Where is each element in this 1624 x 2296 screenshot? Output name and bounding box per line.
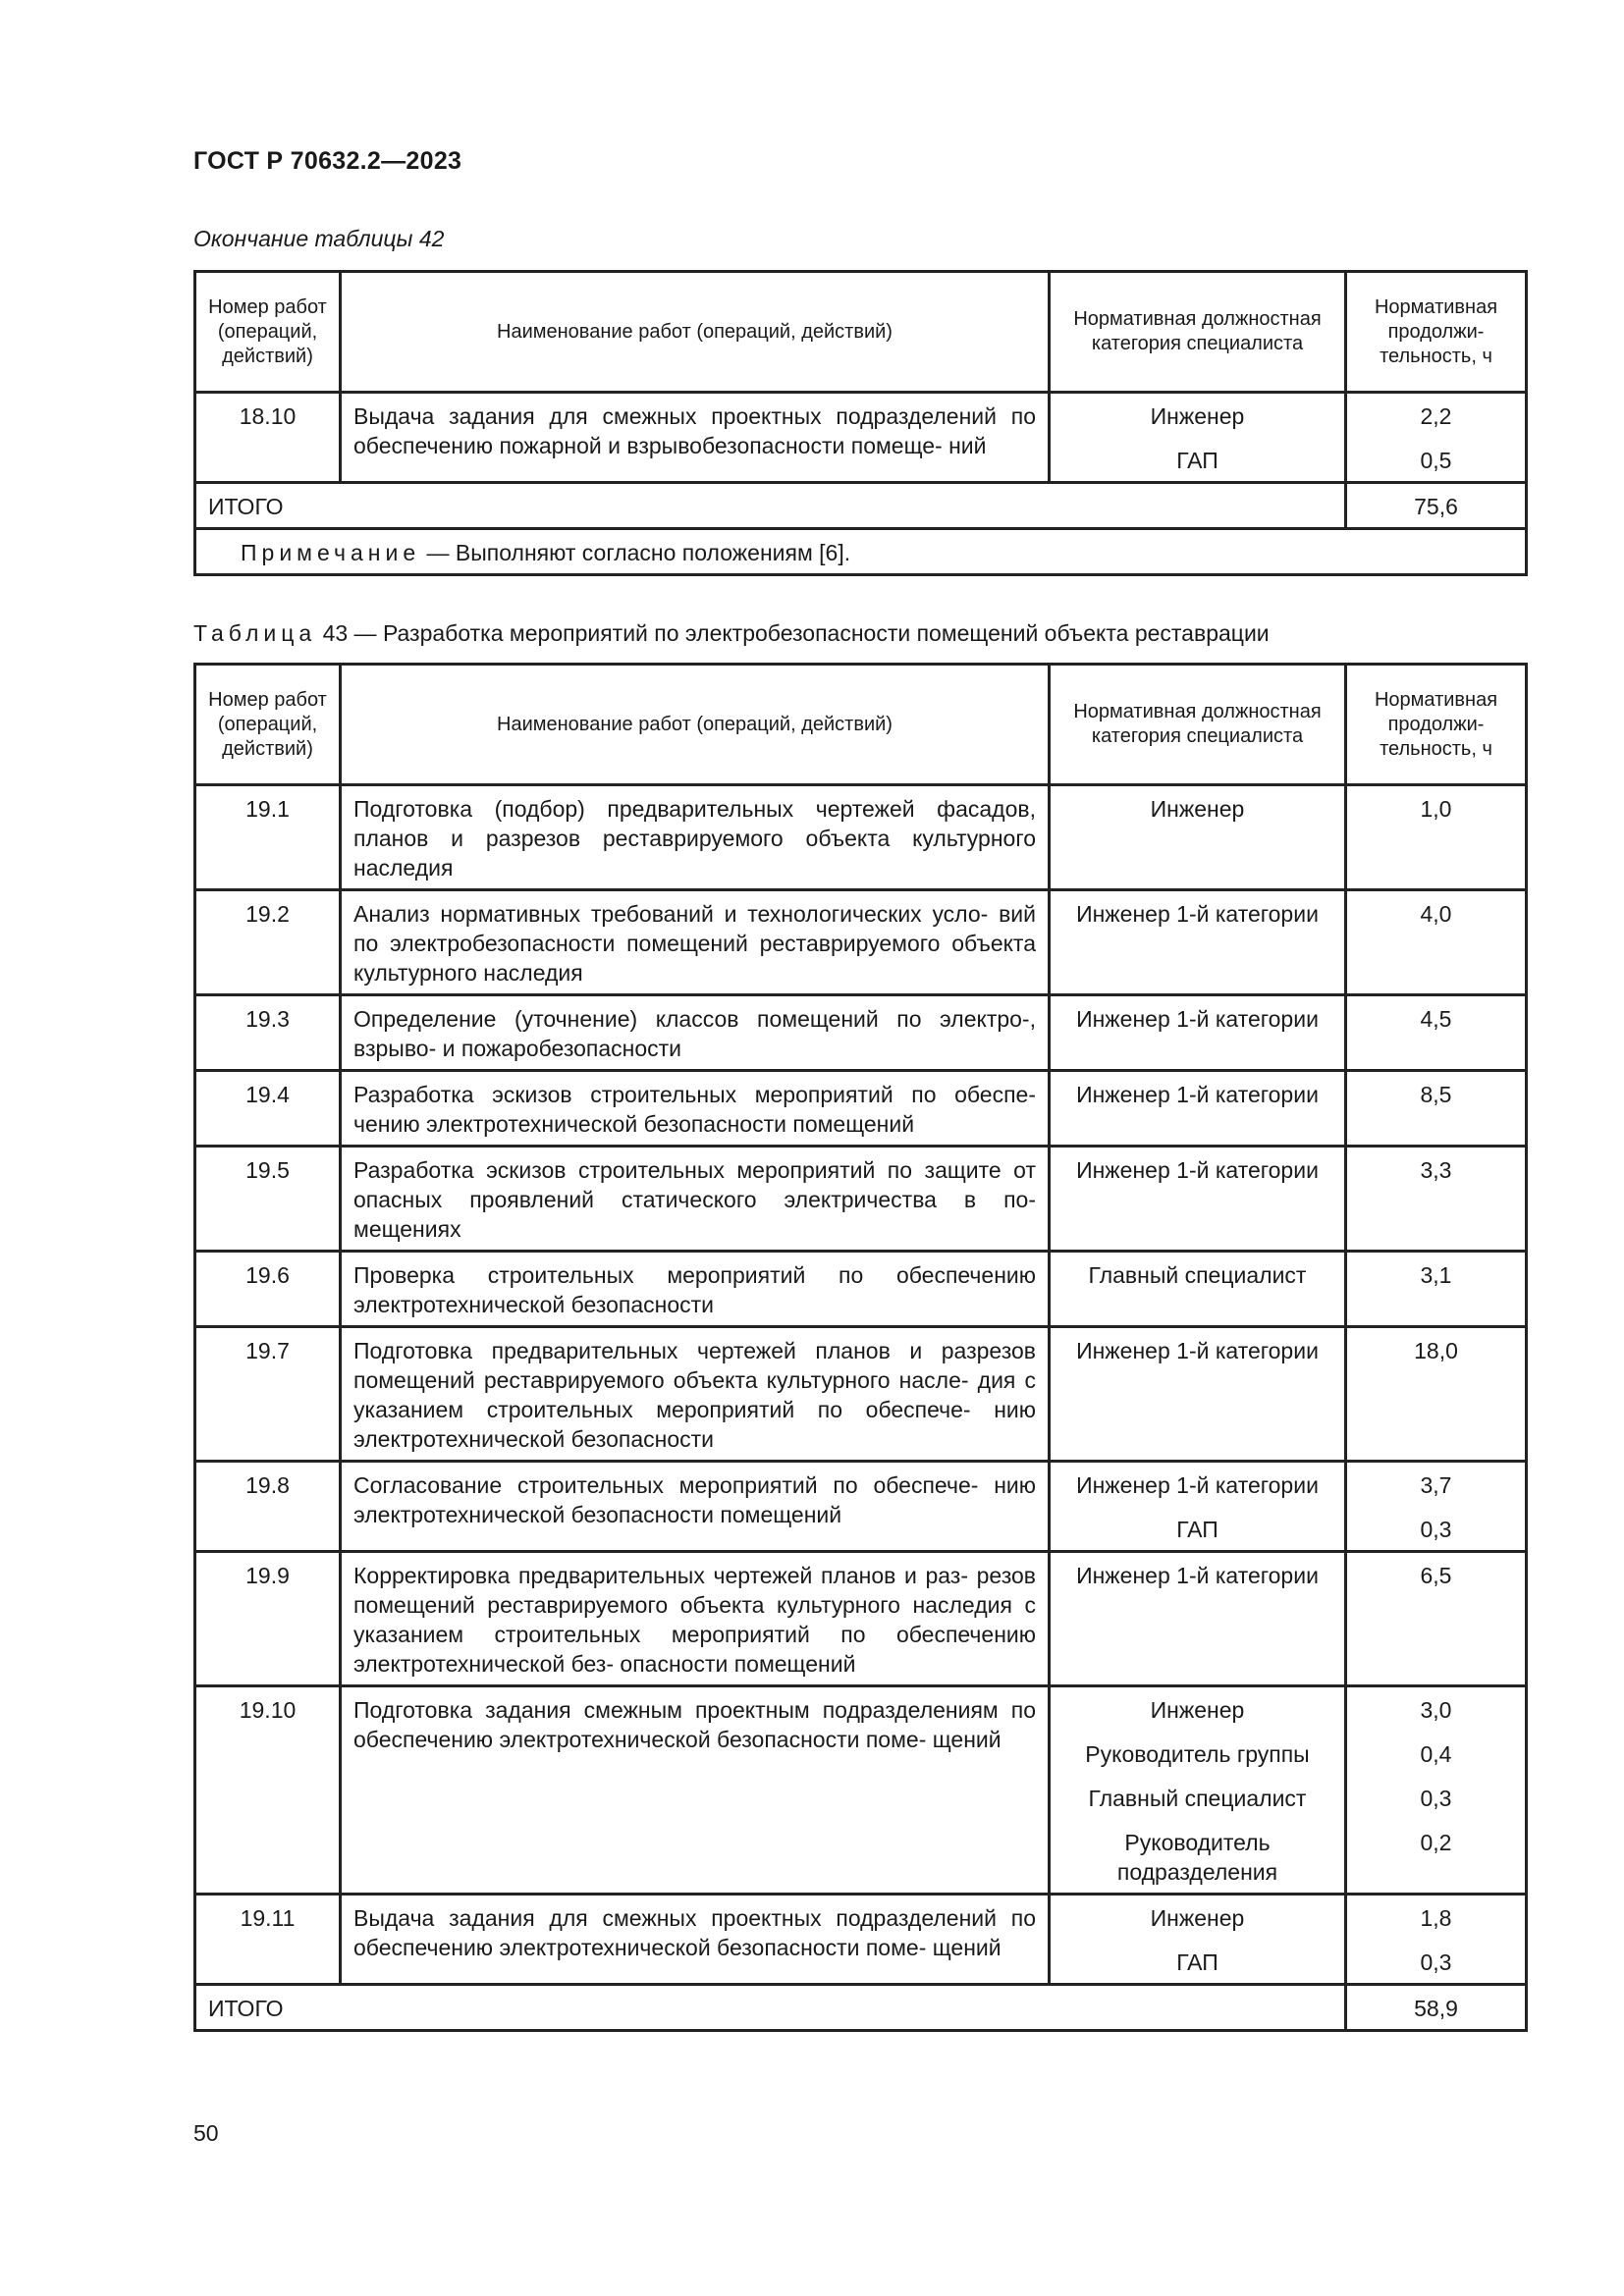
specialist-category-cell	[1050, 1252, 1346, 1327]
work-number: 19.11	[195, 1895, 341, 1985]
specialist-category: Инженер 1-й категории	[1076, 1082, 1319, 1107]
specialist-category: Инженер	[1150, 1697, 1245, 1723]
table-row	[195, 393, 1527, 483]
work-name: Выдача задания для смежных проектных подразделений по обеспечению электротехнической безопасности поме- щений	[341, 1895, 1050, 1985]
specialist-category: ГАП	[1176, 1517, 1218, 1542]
table42-body	[195, 393, 1527, 483]
table43-body	[195, 785, 1527, 1985]
work-name: Подготовка предварительных чертежей планов и разрезов помещений реставрируемого объекта культурного насле- дия с указанием строительных мероприятий по обеспече- нию электротехнической безопасности	[341, 1327, 1050, 1462]
duration-value: 0,3	[1420, 1949, 1452, 1975]
duration-value: 8,5	[1420, 1082, 1452, 1107]
duration-value: 3,3	[1420, 1157, 1452, 1183]
specialist-category: Инженер 1-й категории	[1076, 1472, 1319, 1498]
duration-cell	[1346, 890, 1527, 995]
specialist-category-cell	[1050, 890, 1346, 995]
duration-value: 1,0	[1420, 796, 1452, 822]
table43-caption	[193, 620, 1270, 647]
duration-cell	[1346, 1895, 1527, 1985]
specialist-category: Инженер 1-й категории	[1076, 1563, 1319, 1588]
page-number: 50	[193, 2120, 219, 2146]
document-header: ГОСТ Р 70632.2—2023	[193, 147, 462, 175]
work-number: 19.3	[195, 995, 341, 1071]
specialist-category: ГАП	[1176, 448, 1218, 473]
header-number: Номер работ (операций, действий)	[195, 665, 341, 785]
work-number: 19.1	[195, 785, 341, 890]
table-row	[195, 1462, 1527, 1552]
specialist-category-cell	[1050, 1552, 1346, 1686]
duration-value: 3,7	[1420, 1472, 1452, 1498]
note-label: Примечание	[241, 540, 421, 565]
work-name: Разработка эскизов строительных мероприятий по защите от опасных проявлений статического электричества в по- мещениях	[341, 1147, 1050, 1252]
work-name: Корректировка предварительных чертежей планов и раз- резов помещений реставрируемого объекта культурного наследия с указанием строительных мероприятий по обеспечению электротехнической без- опасности помещений	[341, 1552, 1050, 1686]
specialist-category: Руководитель группы	[1085, 1741, 1310, 1767]
duration-value: 4,5	[1420, 1006, 1452, 1032]
specialist-category-cell	[1050, 1071, 1346, 1147]
total-label: ИТОГО	[195, 483, 1346, 529]
work-number: 18.10	[195, 393, 341, 483]
table-row	[195, 1071, 1527, 1147]
table-row	[195, 1552, 1527, 1686]
duration-value: 6,5	[1420, 1563, 1452, 1588]
duration-value: 4,0	[1420, 901, 1452, 927]
work-name: Определение (уточнение) классов помещений по электро-, взрыво- и пожаробезопасности	[341, 995, 1050, 1071]
table-row	[195, 1895, 1527, 1985]
specialist-category: Главный специалист	[1088, 1262, 1307, 1288]
table43-caption-text: 43 — Разработка мероприятий по электробезопасности помещений объекта реставрации	[316, 620, 1270, 646]
work-number: 19.8	[195, 1462, 341, 1552]
duration-value: 3,1	[1420, 1262, 1452, 1288]
duration-value: 3,0	[1420, 1697, 1452, 1723]
header-category: Нормативная должностная категория специалиста	[1050, 665, 1346, 785]
table-row	[195, 1252, 1527, 1327]
table-row	[195, 785, 1527, 890]
table42-caption: Окончание таблицы 42	[193, 226, 445, 251]
table42-total-row	[195, 483, 1527, 529]
total-value: 75,6	[1346, 483, 1527, 529]
duration-cell	[1346, 1552, 1527, 1686]
specialist-category: Инженер 1-й категории	[1076, 1338, 1319, 1363]
header-duration: Нормативная продолжи- тельность, ч	[1346, 665, 1527, 785]
header-name: Наименование работ (операций, действий)	[341, 665, 1050, 785]
table42-header-row	[195, 272, 1527, 393]
duration-value: 1,8	[1420, 1905, 1452, 1931]
specialist-category: Инженер	[1150, 403, 1245, 429]
specialist-category: Инженер 1-й категории	[1076, 1157, 1319, 1183]
work-number: 19.5	[195, 1147, 341, 1252]
table-row	[195, 1686, 1527, 1895]
duration-cell	[1346, 785, 1527, 890]
work-number: 19.7	[195, 1327, 341, 1462]
specialist-category: Инженер	[1150, 1905, 1245, 1931]
specialist-category: Главный специалист	[1088, 1786, 1307, 1811]
work-name: Анализ нормативных требований и технологических усло- вий по электробезопасности помещений реставрируемого объекта культурного наследия	[341, 890, 1050, 995]
table43-header-row	[195, 665, 1527, 785]
work-name: Проверка строительных мероприятий по обеспечению электротехнической безопасности	[341, 1252, 1050, 1327]
specialist-category-cell	[1050, 785, 1346, 890]
duration-value: 0,2	[1420, 1830, 1452, 1855]
work-name: Выдача задания для смежных проектных подразделений по обеспечению пожарной и взрывобезопасности помеще- ний	[341, 393, 1050, 483]
duration-value: 0,3	[1420, 1786, 1452, 1811]
duration-value: 18,0	[1414, 1338, 1458, 1363]
duration-cell	[1346, 1147, 1527, 1252]
table-row	[195, 1327, 1527, 1462]
specialist-category-cell	[1050, 393, 1346, 483]
total-value: 58,9	[1346, 1985, 1527, 2031]
header-name: Наименование работ (операций, действий)	[341, 272, 1050, 393]
work-number: 19.4	[195, 1071, 341, 1147]
work-number: 19.2	[195, 890, 341, 995]
table-43	[193, 663, 1528, 2032]
header-duration: Нормативная продолжи- тельность, ч	[1346, 272, 1527, 393]
work-name: Разработка эскизов строительных мероприятий по обеспе- чению электротехнической безопасности помещений	[341, 1071, 1050, 1147]
specialist-category-cell	[1050, 1327, 1346, 1462]
duration-cell	[1346, 995, 1527, 1071]
duration-cell	[1346, 1327, 1527, 1462]
table-row	[195, 995, 1527, 1071]
table-row	[195, 1147, 1527, 1252]
table-row	[195, 890, 1527, 995]
duration-value: 0,3	[1420, 1517, 1452, 1542]
table-42	[193, 270, 1528, 576]
specialist-category-cell	[1050, 1895, 1346, 1985]
specialist-category-cell	[1050, 1686, 1346, 1895]
work-number: 19.6	[195, 1252, 341, 1327]
header-category: Нормативная должностная категория специалиста	[1050, 272, 1346, 393]
specialist-category: ГАП	[1176, 1949, 1218, 1975]
specialist-category-cell	[1050, 1147, 1346, 1252]
work-name: Согласование строительных мероприятий по обеспече- нию электротехнической безопасности помещений	[341, 1462, 1050, 1552]
duration-cell	[1346, 1071, 1527, 1147]
duration-value: 0,5	[1420, 448, 1452, 473]
work-name: Подготовка задания смежным проектным подразделениям по обеспечению электротехнической безопасности поме- щений	[341, 1686, 1050, 1895]
note-text: — Выполняют согласно положениям [6].	[426, 540, 851, 565]
header-number: Номер работ (операций, действий)	[195, 272, 341, 393]
table42-note-row	[195, 529, 1527, 575]
work-name: Подготовка (подбор) предварительных чертежей фасадов, планов и разрезов реставрируемого объекта культурного наследия	[341, 785, 1050, 890]
specialist-category: Инженер	[1150, 796, 1245, 822]
table43-caption-word: Таблица	[193, 620, 317, 646]
specialist-category-cell	[1050, 1462, 1346, 1552]
work-number: 19.9	[195, 1552, 341, 1686]
specialist-category-cell	[1050, 995, 1346, 1071]
specialist-category: Инженер 1-й категории	[1076, 1006, 1319, 1032]
work-number: 19.10	[195, 1686, 341, 1895]
duration-cell	[1346, 393, 1527, 483]
table-note	[195, 529, 1527, 575]
total-label: ИТОГО	[195, 1985, 1346, 2031]
specialist-category: Руководитель подразделения	[1116, 1830, 1278, 1885]
duration-cell	[1346, 1462, 1527, 1552]
duration-value: 2,2	[1420, 403, 1452, 429]
duration-cell	[1346, 1252, 1527, 1327]
specialist-category: Инженер 1-й категории	[1076, 901, 1319, 927]
duration-cell	[1346, 1686, 1527, 1895]
table43-total-row	[195, 1985, 1527, 2031]
duration-value: 0,4	[1420, 1741, 1452, 1767]
